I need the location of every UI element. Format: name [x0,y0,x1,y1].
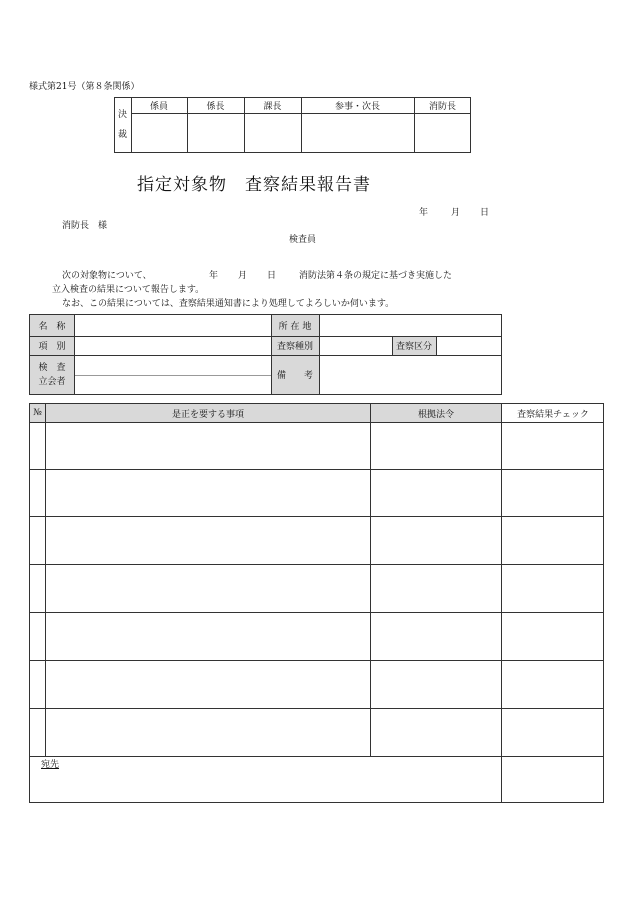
date-month-label: 月 [451,208,461,218]
location-field[interactable] [320,315,501,336]
approval-col-chief: 係長 [206,101,225,112]
category-field[interactable] [75,336,271,355]
label-name: 名 称 [38,322,66,332]
header-result-check: 査察結果チェック [517,409,589,420]
name-field[interactable] [75,315,271,336]
witness-field[interactable] [75,355,271,394]
body-line2: 立入検査の結果について報告します。 [52,285,205,295]
remarks-field[interactable] [320,355,501,394]
recipient-field[interactable] [30,757,500,802]
body-line1-day: 日 [267,271,277,281]
date-day-label: 日 [480,208,490,218]
header-number: № [33,408,42,418]
recipient-label: 宛先 [41,760,60,770]
inspection-class-field[interactable] [437,336,501,355]
body-line1-b: 消防法第４条の規定に基づき実施した [299,271,453,281]
approval-label-1: 決 [118,110,128,120]
header-legal-basis: 根拠法令 [417,409,454,420]
label-witness-1: 検 査 [38,362,66,373]
body-line1-month: 月 [238,271,248,281]
label-inspection-type: 査察種別 [276,342,313,352]
approval-label-2: 裁 [118,130,128,140]
document-title: 指定対象物 査察結果報告書 [137,175,371,195]
body-line1-a: 次の対象物について、 [62,271,152,281]
label-remarks: 備 考 [276,371,313,381]
addressee: 消防長 様 [62,221,108,231]
results-rows-area[interactable] [46,423,370,755]
approval-col-councilor: 参事・次長 [334,101,380,112]
form-number: 様式第21号（第８条関係） [29,82,140,92]
label-inspection-class: 査察区分 [395,342,432,352]
label-category: 項 別 [38,342,66,352]
label-witness-2: 立会者 [38,376,66,387]
approval-col-section-head: 課長 [263,101,282,112]
inspector-label: 検査員 [289,235,317,245]
approval-col-fire-chief: 消防長 [428,101,456,112]
body-line1-year: 年 [209,271,219,281]
header-items: 是正を要する事項 [171,409,244,420]
label-location: 所 在 地 [278,322,312,332]
inspection-type-field[interactable] [320,336,392,355]
date-year-label: 年 [419,208,429,218]
approval-col-staff: 係員 [149,101,168,112]
body-line3: なお、この結果については、査察結果通知書により処理してよろしいか伺います。 [62,299,395,309]
